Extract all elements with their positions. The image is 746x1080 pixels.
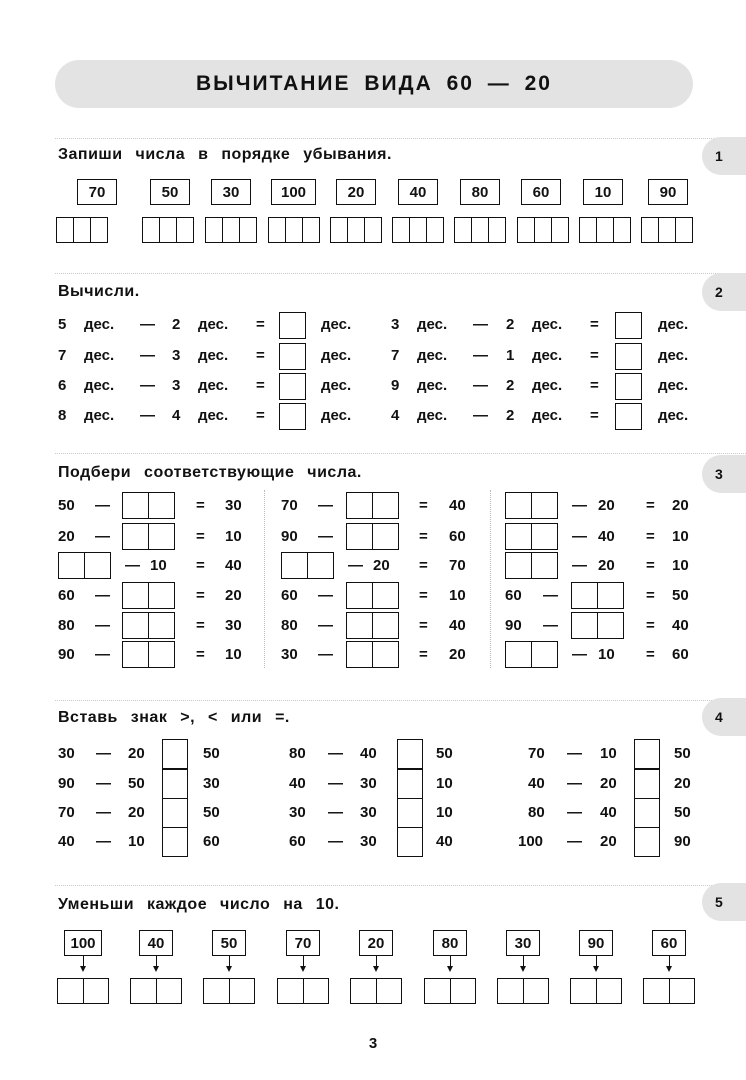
equation-term: 30 <box>360 833 377 850</box>
unit-label: дес. <box>84 347 115 364</box>
section-divider <box>55 453 746 454</box>
answer-box[interactable] <box>579 217 631 243</box>
equals-sign: = <box>196 646 205 663</box>
equation-term: 30 <box>360 775 377 792</box>
answer-box[interactable] <box>279 403 306 430</box>
equation-term: 30 <box>281 646 298 663</box>
minus-sign: — <box>348 557 363 574</box>
unit-label: дес. <box>321 316 352 333</box>
equation-term: 60 <box>672 646 689 663</box>
minus-sign: — <box>567 833 582 850</box>
minus-sign: — <box>96 833 111 850</box>
number-card: 80 <box>460 179 500 205</box>
equation-term: 20 <box>672 497 689 514</box>
answer-box[interactable] <box>58 552 111 579</box>
number-card: 70 <box>77 179 117 205</box>
answer-box[interactable] <box>279 343 306 370</box>
equals-sign: = <box>590 377 599 394</box>
minus-sign: — <box>328 775 343 792</box>
answer-box[interactable] <box>517 217 569 243</box>
minus-sign: — <box>140 407 155 424</box>
minus-sign: — <box>473 347 488 364</box>
answer-box[interactable] <box>122 612 175 639</box>
equation-term: 5 <box>58 316 67 333</box>
minus-sign: — <box>95 587 110 604</box>
answer-box[interactable] <box>397 739 423 769</box>
answer-box[interactable] <box>505 641 558 668</box>
answer-box[interactable] <box>634 769 660 799</box>
equation-term: 40 <box>528 775 545 792</box>
minus-sign: — <box>140 316 155 333</box>
unit-label: дес. <box>198 407 229 424</box>
equation-term: 50 <box>672 587 689 604</box>
equals-sign: = <box>419 557 428 574</box>
equals-sign: = <box>419 646 428 663</box>
equals-sign: = <box>256 316 265 333</box>
number-card: 30 <box>506 930 540 956</box>
unit-label: дес. <box>198 377 229 394</box>
minus-sign: — <box>318 587 333 604</box>
equation-term: 10 <box>672 557 689 574</box>
arrowhead-icon <box>153 966 159 972</box>
equation-term: 9 <box>391 377 400 394</box>
task-number-tab: 2 <box>702 273 746 311</box>
equals-sign: = <box>590 347 599 364</box>
minus-sign: — <box>473 407 488 424</box>
equation-term: 20 <box>128 745 145 762</box>
equals-sign: = <box>256 347 265 364</box>
answer-box[interactable] <box>346 582 399 609</box>
unit-label: дес. <box>417 316 448 333</box>
equation-term: 10 <box>672 528 689 545</box>
task-heading: Вычисли. <box>58 283 140 300</box>
answer-box[interactable] <box>122 492 175 519</box>
equation-term: 20 <box>225 587 242 604</box>
equation-term: 2 <box>506 407 515 424</box>
answer-box[interactable] <box>350 978 402 1004</box>
answer-box[interactable] <box>397 798 423 828</box>
minus-sign: — <box>96 775 111 792</box>
answer-box[interactable] <box>346 641 399 668</box>
equation-term: 10 <box>225 528 242 545</box>
equation-term: 40 <box>449 497 466 514</box>
equation-term: 70 <box>449 557 466 574</box>
answer-box[interactable] <box>162 827 188 857</box>
equals-sign: = <box>646 557 655 574</box>
equation-term: 7 <box>391 347 400 364</box>
answer-box[interactable] <box>505 523 558 550</box>
equation-term: 80 <box>281 617 298 634</box>
unit-label: дес. <box>532 316 563 333</box>
answer-box[interactable] <box>634 739 660 769</box>
minus-sign: — <box>572 646 587 663</box>
equation-term: 20 <box>600 833 617 850</box>
minus-sign: — <box>572 557 587 574</box>
answer-box[interactable] <box>424 978 476 1004</box>
minus-sign: — <box>318 497 333 514</box>
equation-term: 3 <box>172 347 181 364</box>
column-divider <box>490 490 491 668</box>
equals-sign: = <box>419 587 428 604</box>
answer-box[interactable] <box>330 217 382 243</box>
equation-term: 2 <box>506 377 515 394</box>
equation-term: 50 <box>203 745 220 762</box>
equation-term: 80 <box>528 804 545 821</box>
minus-sign: — <box>543 587 558 604</box>
number-card: 60 <box>521 179 561 205</box>
equation-term: 30 <box>203 775 220 792</box>
equation-term: 60 <box>281 587 298 604</box>
equation-term: 8 <box>58 407 67 424</box>
unit-label: дес. <box>532 407 563 424</box>
equation-term: 40 <box>225 557 242 574</box>
equation-term: 40 <box>598 528 615 545</box>
minus-sign: — <box>328 804 343 821</box>
equation-term: 7 <box>58 347 67 364</box>
equation-term: 90 <box>505 617 522 634</box>
answer-box[interactable] <box>643 978 695 1004</box>
equation-term: 10 <box>225 646 242 663</box>
equation-term: 20 <box>674 775 691 792</box>
minus-sign: — <box>96 804 111 821</box>
equation-term: 6 <box>58 377 67 394</box>
equation-term: 30 <box>289 804 306 821</box>
answer-box[interactable] <box>346 612 399 639</box>
minus-sign: — <box>328 745 343 762</box>
page-title: ВЫЧИТАНИЕ ВИДА 60 — 20 <box>55 60 693 108</box>
answer-box[interactable] <box>454 217 506 243</box>
equation-term: 40 <box>600 804 617 821</box>
answer-box[interactable] <box>162 739 188 769</box>
answer-box[interactable] <box>203 978 255 1004</box>
equation-term: 3 <box>172 377 181 394</box>
unit-label: дес. <box>417 407 448 424</box>
minus-sign: — <box>572 497 587 514</box>
answer-box[interactable] <box>57 978 109 1004</box>
equation-term: 20 <box>373 557 390 574</box>
answer-box[interactable] <box>346 523 399 550</box>
minus-sign: — <box>140 347 155 364</box>
equation-term: 2 <box>506 316 515 333</box>
equals-sign: = <box>256 377 265 394</box>
equation-term: 10 <box>449 587 466 604</box>
answer-box[interactable] <box>505 552 558 579</box>
minus-sign: — <box>473 316 488 333</box>
equals-sign: = <box>196 617 205 634</box>
equation-term: 10 <box>128 833 145 850</box>
arrowhead-icon <box>80 966 86 972</box>
equation-term: 20 <box>598 497 615 514</box>
task-number-tab: 1 <box>702 137 746 175</box>
answer-box[interactable] <box>205 217 257 243</box>
number-card: 20 <box>359 930 393 956</box>
section-divider <box>55 138 746 139</box>
answer-box[interactable] <box>571 582 624 609</box>
equation-term: 50 <box>436 745 453 762</box>
minus-sign: — <box>543 617 558 634</box>
unit-label: дес. <box>321 407 352 424</box>
equation-term: 3 <box>391 316 400 333</box>
number-card: 100 <box>271 179 316 205</box>
unit-label: дес. <box>321 347 352 364</box>
equation-term: 20 <box>58 528 75 545</box>
number-card: 90 <box>648 179 688 205</box>
equation-term: 40 <box>672 617 689 634</box>
equals-sign: = <box>419 497 428 514</box>
equation-term: 100 <box>518 833 544 850</box>
unit-label: дес. <box>658 407 689 424</box>
minus-sign: — <box>328 833 343 850</box>
equation-term: 70 <box>281 497 298 514</box>
arrowhead-icon <box>226 966 232 972</box>
answer-box[interactable] <box>505 492 558 519</box>
answer-box[interactable] <box>122 582 175 609</box>
task-number-tab: 5 <box>702 883 746 921</box>
number-card: 10 <box>583 179 623 205</box>
equation-term: 20 <box>449 646 466 663</box>
answer-box[interactable] <box>346 492 399 519</box>
equals-sign: = <box>196 557 205 574</box>
equals-sign: = <box>196 587 205 604</box>
arrowhead-icon <box>593 966 599 972</box>
equation-term: 2 <box>172 316 181 333</box>
minus-sign: — <box>567 745 582 762</box>
equation-term: 4 <box>391 407 400 424</box>
equation-term: 50 <box>674 745 691 762</box>
arrowhead-icon <box>373 966 379 972</box>
equals-sign: = <box>590 316 599 333</box>
task-number-tab: 4 <box>702 698 746 736</box>
equation-term: 4 <box>172 407 181 424</box>
equation-term: 60 <box>203 833 220 850</box>
answer-box[interactable] <box>570 978 622 1004</box>
task-heading: Уменьши каждое число на 10. <box>58 896 340 913</box>
minus-sign: — <box>318 528 333 545</box>
equation-term: 90 <box>58 775 75 792</box>
equation-term: 40 <box>58 833 75 850</box>
answer-box[interactable] <box>277 978 329 1004</box>
equation-term: 60 <box>505 587 522 604</box>
unit-label: дес. <box>532 347 563 364</box>
equation-term: 1 <box>506 347 515 364</box>
minus-sign: — <box>95 497 110 514</box>
equation-term: 10 <box>150 557 167 574</box>
equals-sign: = <box>196 497 205 514</box>
equation-term: 50 <box>203 804 220 821</box>
equation-term: 40 <box>360 745 377 762</box>
equation-term: 30 <box>225 617 242 634</box>
equation-term: 10 <box>598 646 615 663</box>
equals-sign: = <box>590 407 599 424</box>
number-card: 70 <box>286 930 320 956</box>
minus-sign: — <box>95 617 110 634</box>
answer-box[interactable] <box>571 612 624 639</box>
equation-term: 70 <box>58 804 75 821</box>
answer-box[interactable] <box>634 798 660 828</box>
number-card: 80 <box>433 930 467 956</box>
equation-term: 70 <box>528 745 545 762</box>
equation-term: 40 <box>436 833 453 850</box>
answer-box[interactable] <box>615 373 642 400</box>
answer-box[interactable] <box>279 373 306 400</box>
answer-box[interactable] <box>392 217 444 243</box>
answer-box[interactable] <box>615 343 642 370</box>
equation-term: 80 <box>289 745 306 762</box>
arrowhead-icon <box>666 966 672 972</box>
equation-term: 80 <box>58 617 75 634</box>
page-number: 3 <box>368 1035 378 1052</box>
answer-box[interactable] <box>142 217 194 243</box>
section-divider <box>55 700 746 701</box>
equation-term: 60 <box>289 833 306 850</box>
equation-term: 50 <box>674 804 691 821</box>
equation-term: 60 <box>58 587 75 604</box>
answer-box[interactable] <box>281 552 334 579</box>
answer-box[interactable] <box>122 523 175 550</box>
task-number-tab: 3 <box>702 455 746 493</box>
unit-label: дес. <box>658 316 689 333</box>
answer-box[interactable] <box>497 978 549 1004</box>
answer-box[interactable] <box>634 827 660 857</box>
equation-term: 90 <box>281 528 298 545</box>
unit-label: дес. <box>198 347 229 364</box>
equation-term: 30 <box>360 804 377 821</box>
equation-term: 90 <box>58 646 75 663</box>
number-card: 30 <box>211 179 251 205</box>
equals-sign: = <box>646 497 655 514</box>
equals-sign: = <box>646 646 655 663</box>
answer-box[interactable] <box>162 769 188 799</box>
minus-sign: — <box>95 646 110 663</box>
equation-term: 30 <box>58 745 75 762</box>
equation-term: 60 <box>449 528 466 545</box>
minus-sign: — <box>318 646 333 663</box>
answer-box[interactable] <box>641 217 693 243</box>
answer-box[interactable] <box>397 827 423 857</box>
equation-term: 10 <box>436 775 453 792</box>
answer-box[interactable] <box>279 312 306 339</box>
arrowhead-icon <box>300 966 306 972</box>
number-card: 40 <box>139 930 173 956</box>
unit-label: дес. <box>84 377 115 394</box>
answer-box[interactable] <box>615 312 642 339</box>
number-card: 40 <box>398 179 438 205</box>
unit-label: дес. <box>321 377 352 394</box>
section-divider <box>55 885 746 886</box>
equals-sign: = <box>646 528 655 545</box>
answer-box[interactable] <box>615 403 642 430</box>
number-card: 90 <box>579 930 613 956</box>
minus-sign: — <box>318 617 333 634</box>
number-card: 50 <box>150 179 190 205</box>
equation-term: 90 <box>674 833 691 850</box>
answer-box[interactable] <box>268 217 320 243</box>
equation-term: 30 <box>225 497 242 514</box>
equation-term: 40 <box>449 617 466 634</box>
answer-box[interactable] <box>397 769 423 799</box>
equation-term: 40 <box>289 775 306 792</box>
section-divider <box>55 273 746 274</box>
equals-sign: = <box>419 617 428 634</box>
equation-term: 20 <box>598 557 615 574</box>
equals-sign: = <box>646 587 655 604</box>
arrowhead-icon <box>447 966 453 972</box>
answer-box[interactable] <box>122 641 175 668</box>
answer-box[interactable] <box>56 217 108 243</box>
unit-label: дес. <box>658 377 689 394</box>
equals-sign: = <box>196 528 205 545</box>
equation-term: 10 <box>436 804 453 821</box>
unit-label: дес. <box>417 377 448 394</box>
minus-sign: — <box>567 804 582 821</box>
minus-sign: — <box>140 377 155 394</box>
equation-term: 50 <box>128 775 145 792</box>
unit-label: дес. <box>84 407 115 424</box>
equation-term: 20 <box>600 775 617 792</box>
equation-term: 10 <box>600 745 617 762</box>
number-card: 60 <box>652 930 686 956</box>
equals-sign: = <box>646 617 655 634</box>
answer-box[interactable] <box>162 798 188 828</box>
unit-label: дес. <box>84 316 115 333</box>
task-heading: Вставь знак >, < или =. <box>58 709 290 726</box>
unit-label: дес. <box>532 377 563 394</box>
number-card: 20 <box>336 179 376 205</box>
unit-label: дес. <box>658 347 689 364</box>
minus-sign: — <box>572 528 587 545</box>
column-divider <box>264 490 265 668</box>
answer-box[interactable] <box>130 978 182 1004</box>
minus-sign: — <box>96 745 111 762</box>
arrowhead-icon <box>520 966 526 972</box>
minus-sign: — <box>95 528 110 545</box>
minus-sign: — <box>473 377 488 394</box>
number-card: 50 <box>212 930 246 956</box>
task-heading: Подбери соответствующие числа. <box>58 464 362 481</box>
equals-sign: = <box>419 528 428 545</box>
minus-sign: — <box>567 775 582 792</box>
number-card: 100 <box>64 930 102 956</box>
minus-sign: — <box>125 557 140 574</box>
task-heading: Запиши числа в порядке убывания. <box>58 146 392 163</box>
equation-term: 50 <box>58 497 75 514</box>
unit-label: дес. <box>417 347 448 364</box>
equation-term: 20 <box>128 804 145 821</box>
equals-sign: = <box>256 407 265 424</box>
unit-label: дес. <box>198 316 229 333</box>
